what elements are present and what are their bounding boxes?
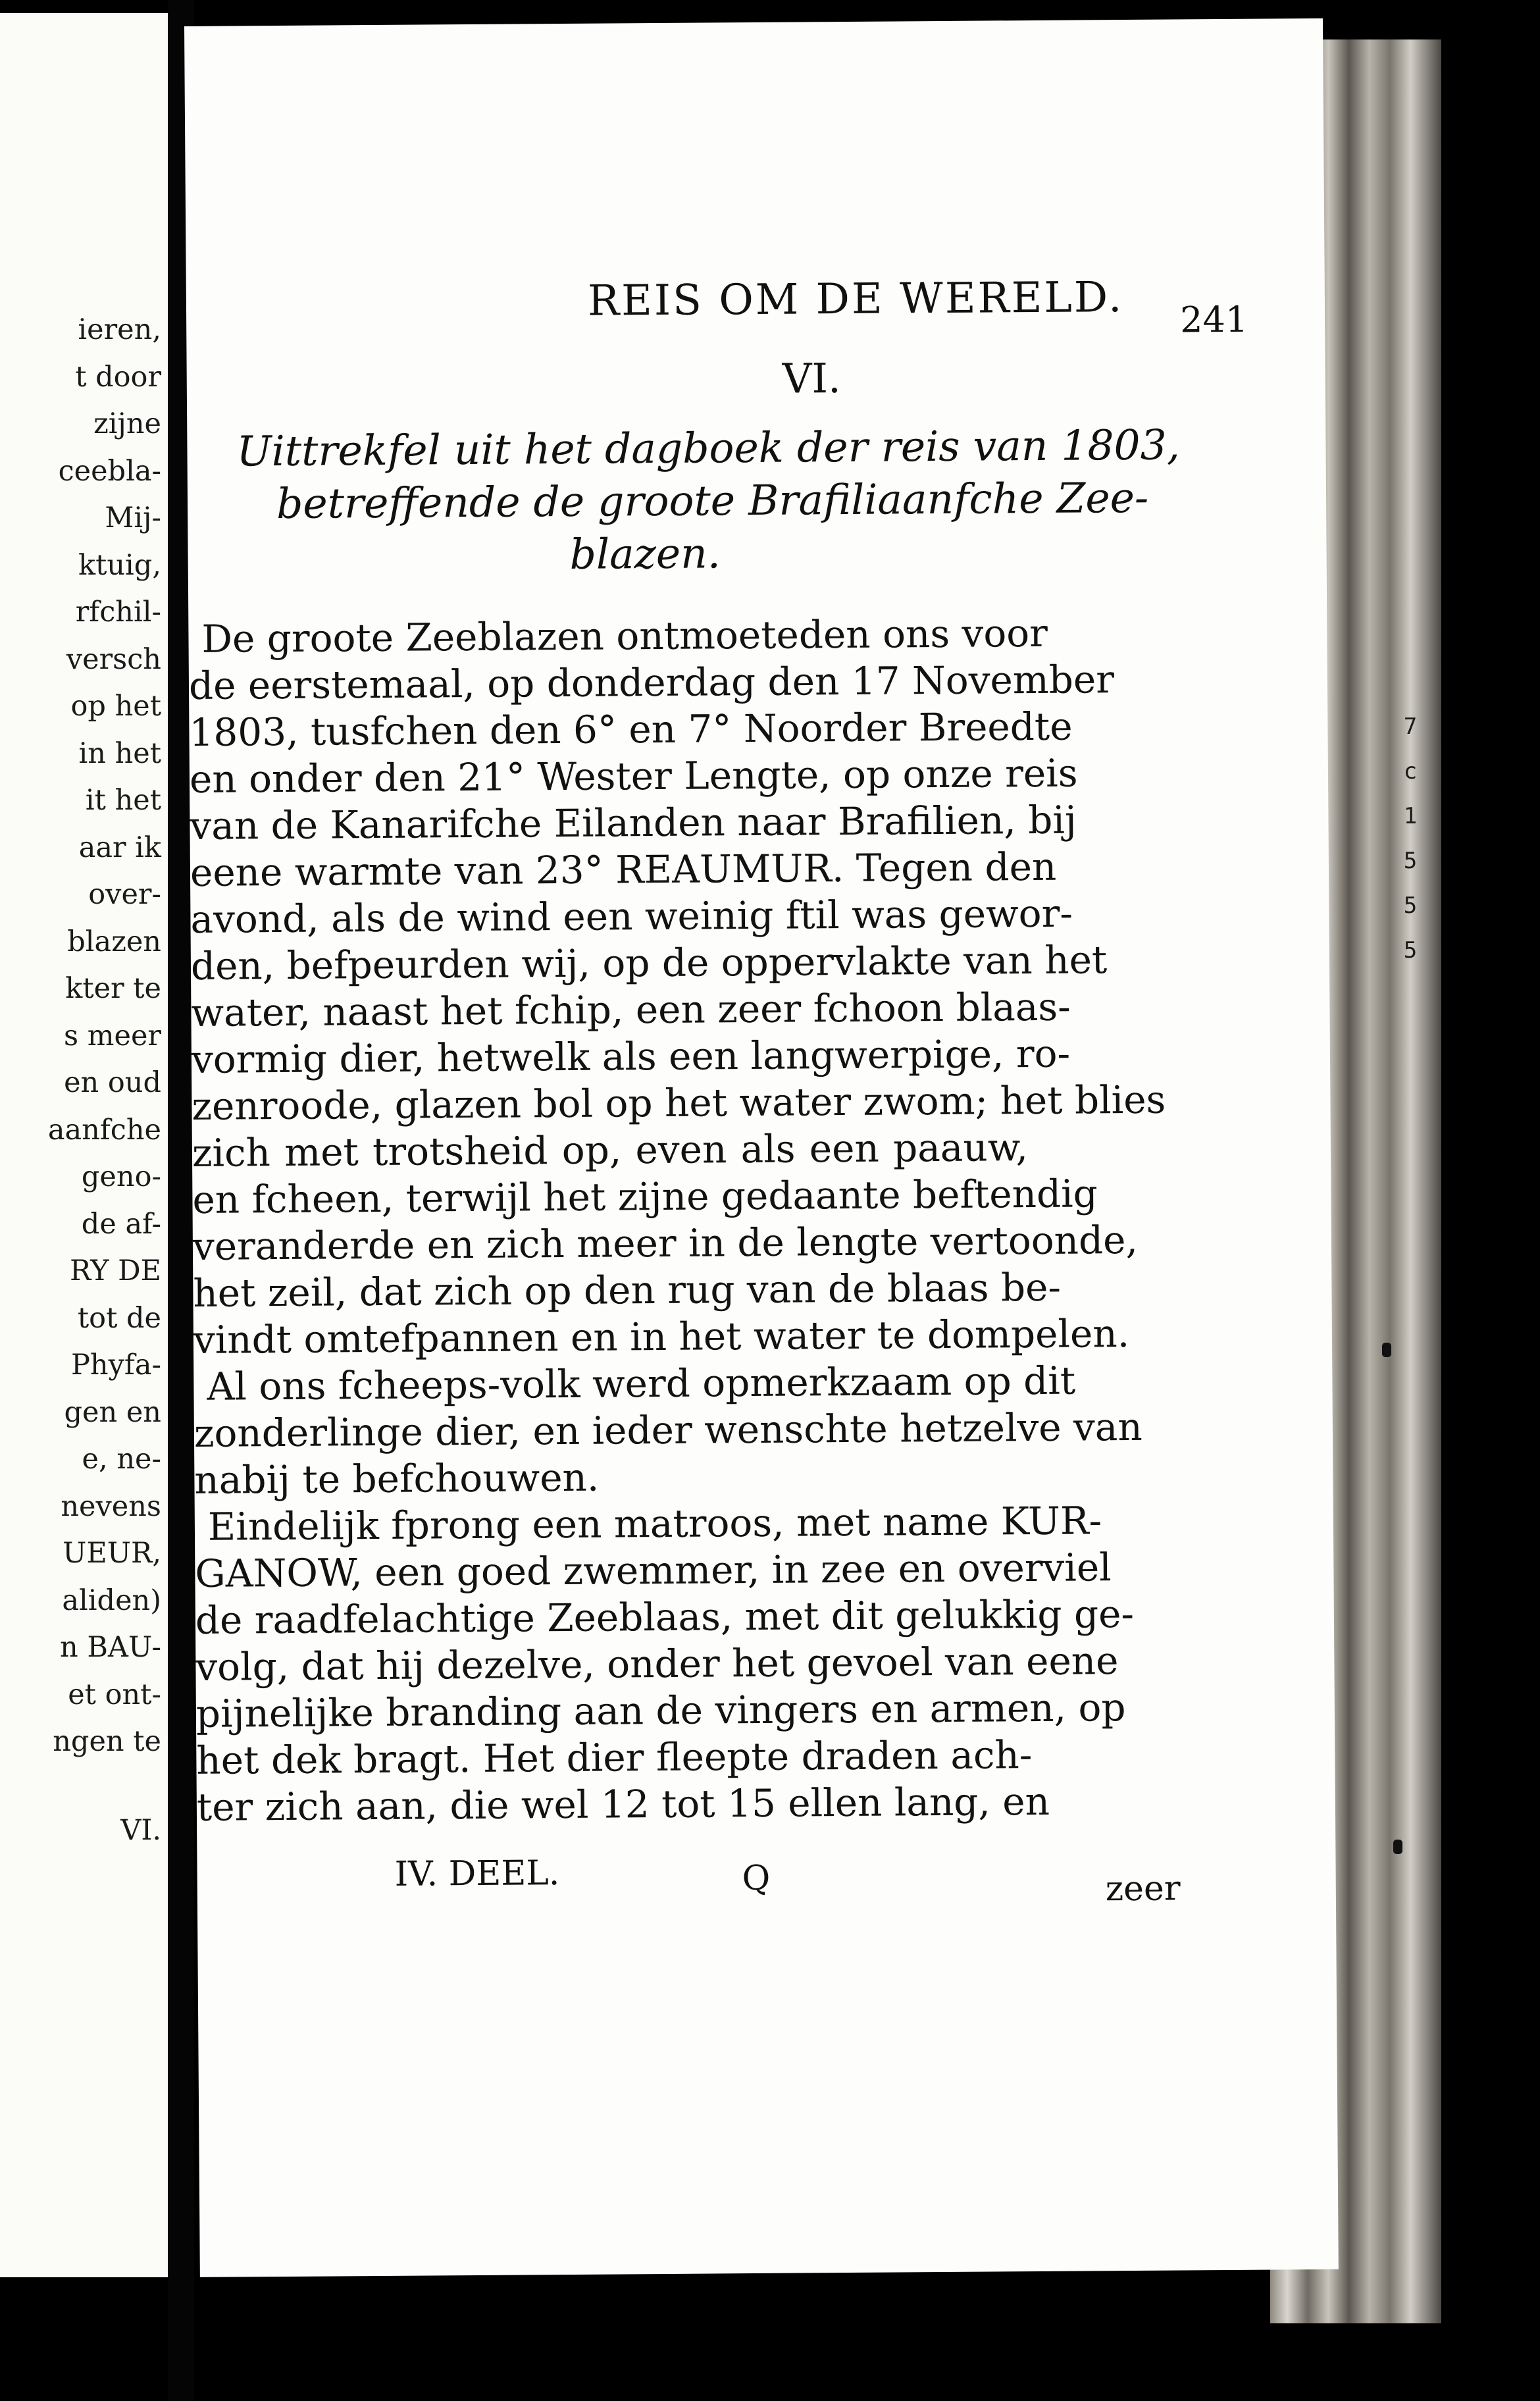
edge-mark: c bbox=[1403, 758, 1418, 785]
left-page-line: ngen te bbox=[53, 1725, 161, 1758]
left-page-line: gen en bbox=[64, 1395, 161, 1429]
left-page-line: e, ne- bbox=[82, 1443, 161, 1476]
subtitle-line: betreffende de groote Brafiliaanfche Zee- bbox=[276, 473, 1149, 529]
left-page-line: blazen bbox=[67, 925, 161, 958]
body-line: en onder den 21° Wester Lengte, op onze reis bbox=[189, 750, 1078, 802]
edge-mark: 5 bbox=[1403, 937, 1418, 964]
left-page-line: en oud bbox=[64, 1066, 161, 1099]
body-line: vindt omtefpannen en in het water te dompelen. bbox=[193, 1311, 1130, 1362]
body-line: en fcheen, terwijl het zijne gedaante beftendig bbox=[192, 1171, 1098, 1222]
left-page-line: Mij- bbox=[105, 502, 161, 534]
edge-mark: 5 bbox=[1403, 892, 1418, 919]
left-page-line: aanfche bbox=[47, 1113, 161, 1147]
left-page-line: RY DE bbox=[70, 1254, 161, 1287]
body-line: Eindelijk fprong een matroos, met name KUR- bbox=[207, 1498, 1102, 1549]
body-line: de eerstemaal, op donderdag den 17 November bbox=[188, 657, 1115, 708]
left-page-line: VI. bbox=[120, 1814, 161, 1847]
edge-dot bbox=[1393, 1840, 1402, 1854]
body-line: den, befpeurden wij, op de oppervlakte van het bbox=[190, 937, 1108, 989]
left-page-line: n BAU- bbox=[59, 1631, 161, 1664]
body-line: De groote Zeeblazen ontmoeteden ons voor bbox=[201, 610, 1048, 661]
signature-mark: IV. DEEL. bbox=[394, 1853, 560, 1894]
left-page-line: de af- bbox=[81, 1207, 161, 1241]
body-line: veranderde en zich meer in de lengte vertoonde, bbox=[192, 1217, 1139, 1269]
body-line: eene warmte van 23° REAUMUR. Tegen den bbox=[190, 844, 1057, 895]
body-line: zich met trotsheid op, even als een paauw, bbox=[192, 1125, 1029, 1175]
body-line: het dek bragt. Het dier fleepte draden ach- bbox=[196, 1732, 1033, 1783]
left-page-line: versch bbox=[66, 642, 161, 676]
body-line: zenroode, glazen bol op het water zwom; het blies bbox=[192, 1077, 1166, 1129]
left-page-line: zijne bbox=[93, 407, 161, 440]
left-page-line: aar ik bbox=[78, 831, 161, 864]
body-line: 1803, tusfchen den 6° en 7° Noorder Breedte bbox=[189, 704, 1073, 755]
catchword: zeer bbox=[1105, 1869, 1181, 1909]
left-page-line: ceebla- bbox=[58, 454, 161, 488]
body-line: vormig dier, hetwelk als een langwerpige, ro- bbox=[191, 1031, 1071, 1082]
edge-mark: 1 bbox=[1403, 803, 1418, 829]
subtitle-line: blazen. bbox=[569, 529, 721, 579]
body-line: water, naast het fchip, een zeer fchoon blaas- bbox=[191, 984, 1071, 1035]
left-page-line: UEUR, bbox=[63, 1537, 161, 1570]
body-line: Al ons fcheeps-volk werd opmerkzaam op dit bbox=[207, 1358, 1076, 1409]
body-line: ter zich aan, die wel 12 tot 15 ellen lang, en bbox=[196, 1778, 1050, 1830]
right-page bbox=[184, 18, 1339, 2277]
body-line: GANOW, een goed zwemmer, in zee en overviel bbox=[195, 1545, 1112, 1596]
left-page-line: op het bbox=[70, 690, 161, 723]
body-line: het zeil, dat zich op den rug van de blaas be- bbox=[193, 1264, 1062, 1316]
edge-marks bbox=[1399, 704, 1422, 973]
body-line: avond, als de wind een weinig ftil was gewor- bbox=[190, 891, 1073, 942]
left-facing-page bbox=[0, 13, 170, 2277]
body-line: nabij te befchouwen. bbox=[194, 1455, 600, 1503]
left-page-line: over- bbox=[88, 878, 161, 911]
body-line: pijnelijke branding aan de vingers en armen, op bbox=[195, 1685, 1126, 1736]
left-page-line: Phyfa- bbox=[71, 1349, 161, 1381]
body-line: de raadfelachtige Zeeblaas, met dit gelukkig ge- bbox=[195, 1591, 1135, 1643]
subtitle-line: Uittrekfel uit het dagboek der reis van 1803, bbox=[236, 421, 1180, 476]
left-page-line: et ont- bbox=[68, 1678, 161, 1711]
edge-mark: 7 bbox=[1403, 713, 1418, 740]
left-page-line: ieren, bbox=[78, 313, 161, 346]
left-page-line: geno- bbox=[81, 1160, 161, 1193]
body-line: van de Kanarifche Eilanden naar Brafilien, bij bbox=[190, 797, 1077, 848]
left-page-line: it het bbox=[85, 784, 161, 817]
left-page-line: rfchil- bbox=[75, 596, 161, 629]
edge-dot bbox=[1382, 1343, 1391, 1357]
running-header: REIS OM DE WERELD. bbox=[587, 273, 1124, 326]
left-page-line: nevens bbox=[61, 1489, 161, 1523]
gathering-mark: Q bbox=[742, 1858, 771, 1899]
left-page-line: kter te bbox=[65, 972, 161, 1005]
page-number: 241 bbox=[1179, 298, 1248, 341]
edge-mark: 5 bbox=[1403, 848, 1418, 874]
section-numeral: VI. bbox=[782, 354, 841, 403]
body-line: volg, dat hij dezelve, onder het gevoel van eene bbox=[195, 1638, 1119, 1690]
left-page-line: tot de bbox=[77, 1301, 161, 1335]
left-page-line: in het bbox=[78, 736, 161, 770]
body-line: zonderlinge dier, en ieder wenschte hetzelve van bbox=[193, 1404, 1142, 1456]
left-page-line: t door bbox=[75, 360, 161, 394]
left-page-line: s meer bbox=[64, 1019, 161, 1052]
left-page-line: aliden) bbox=[62, 1584, 161, 1617]
left-page-line: ktuig, bbox=[78, 548, 161, 582]
